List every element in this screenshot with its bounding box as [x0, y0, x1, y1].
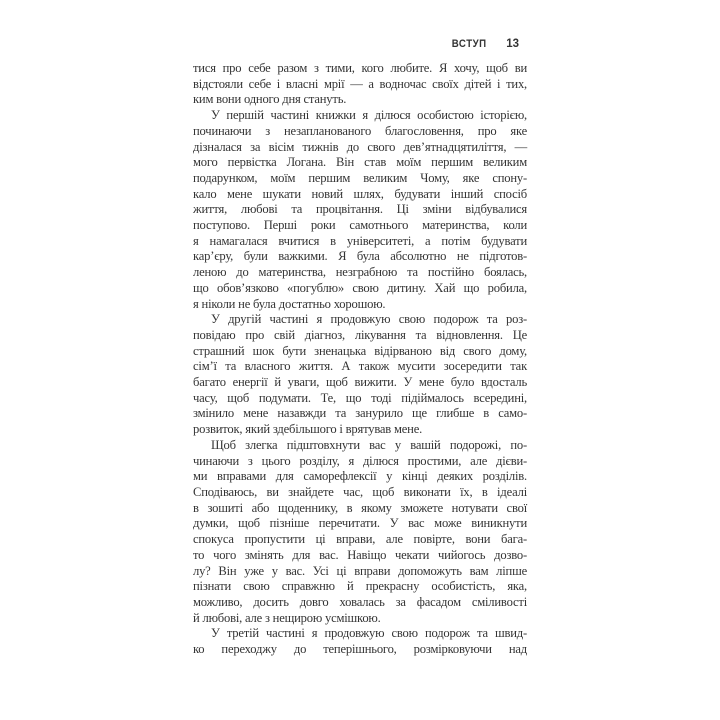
text-line: У першій частині книжки я ділюся особистою історією, — [211, 108, 527, 123]
paragraph — [193, 61, 527, 108]
paragraph — [193, 108, 527, 312]
text-line: леною до материнства, незграбною та постійно боялась, — [193, 265, 527, 280]
text-line: що обов’язково «погублю» свою дитину. Хай що робила, — [193, 280, 527, 295]
text-line: в зошиті або щоденнику, в якому зможете нотувати свої — [193, 500, 527, 515]
text-line: ким вони одного дня стануть. — [193, 92, 347, 107]
text-line: спокуса пропустити ці вправи, але повірте, вони бага- — [193, 532, 527, 547]
text-line: подарунком, моїм першим великим Чому, яке спону- — [193, 170, 527, 185]
text-line: мого первістка Логана. Він став моїм першим великим — [193, 155, 527, 170]
text-line: У третій частині я продовжую свою подорож та швид- — [211, 626, 527, 641]
text-line: чинаючи з цього розділу, я ділюся простими, але дієви- — [193, 453, 527, 468]
text-line: починаючи з незапланованого благословення, про яке — [193, 123, 527, 138]
text-line: кар’єру, були важкими. Я була абсолютно не підготов- — [193, 249, 527, 264]
text-line: дізналася за вісім тижнів до свого дев’ятнадцятиліття, — — [193, 139, 527, 154]
text-line: ми вправами для саморефлексії у кінці деяких розділів. — [193, 469, 527, 484]
text-line: я ніколи не була достатньо хорошою. — [193, 296, 386, 311]
text-line: то чого змінять для вас. Навіщо чекати чийогось дозво- — [193, 547, 527, 562]
text-line: часу, щоб подумати. Те, що тоді підіймалось всередині, — [193, 390, 527, 405]
running-header — [193, 38, 527, 50]
text-line: страшний шок бути зненацька відірваною від свого дому, — [193, 343, 527, 358]
text-line: повідаю про свій діагноз, лікування та відновлення. Це — [193, 327, 527, 342]
text-line: багато енергії й уваги, щоб вижити. У мене було вдосталь — [193, 375, 527, 390]
text-line: змінило мене назавжди та занурило ще глибше в само- — [193, 406, 527, 421]
text-line: життя, любові та процвітання. Ці зміни відбувалися — [193, 202, 527, 217]
paragraph — [193, 312, 527, 438]
page-number: 13 — [506, 38, 519, 50]
text-line: й любові, але з нещирою усмішкою. — [193, 610, 381, 625]
text-line: пізнати свою справжню й прекрасну особистість, яка, — [193, 579, 527, 594]
text-block — [193, 61, 527, 658]
text-line: відстояли себе і власні мрії — а водночас своїх дітей і тих, — [193, 76, 527, 91]
text-line: У другій частині я продовжую свою подорож та роз- — [211, 312, 527, 327]
section-title: ВСТУП — [451, 38, 487, 50]
text-line: я намагалася вчитися в університеті, а потім будувати — [193, 233, 527, 248]
text-line: кало мене шукати новий шлях, будувати інший спосіб — [193, 186, 527, 201]
text-line: Щоб злегка підштовхнути вас у вашій подорожі, по- — [211, 437, 527, 452]
text-line: можливо, досить довго ховалась за фасадом сміливості — [193, 594, 527, 609]
paragraph — [193, 626, 527, 657]
text-line: лу? Він уже у вас. Усі ці вправи допоможуть вам ліпше — [193, 563, 527, 578]
paragraph — [193, 438, 527, 626]
text-line: ко переходжу до теперішнього, розмірковуючи над — [193, 642, 527, 657]
text-line: поступово. Перші роки самотнього материнства, коли — [193, 218, 527, 233]
text-line: тися про себе разом з тими, кого любите. Я хочу, щоб ви — [193, 61, 527, 75]
text-line: Сподіваюсь, ви знайдете час, щоб виконати їх, в ідеалі — [193, 484, 527, 499]
text-line: розвиток, який здебільшого і врятував мене. — [193, 422, 423, 437]
text-line: сім’ї та власного життя. А також мусити зосередити так — [193, 359, 527, 374]
text-line: думки, щоб пізніше перечитати. У вас може виникнути — [193, 516, 527, 531]
